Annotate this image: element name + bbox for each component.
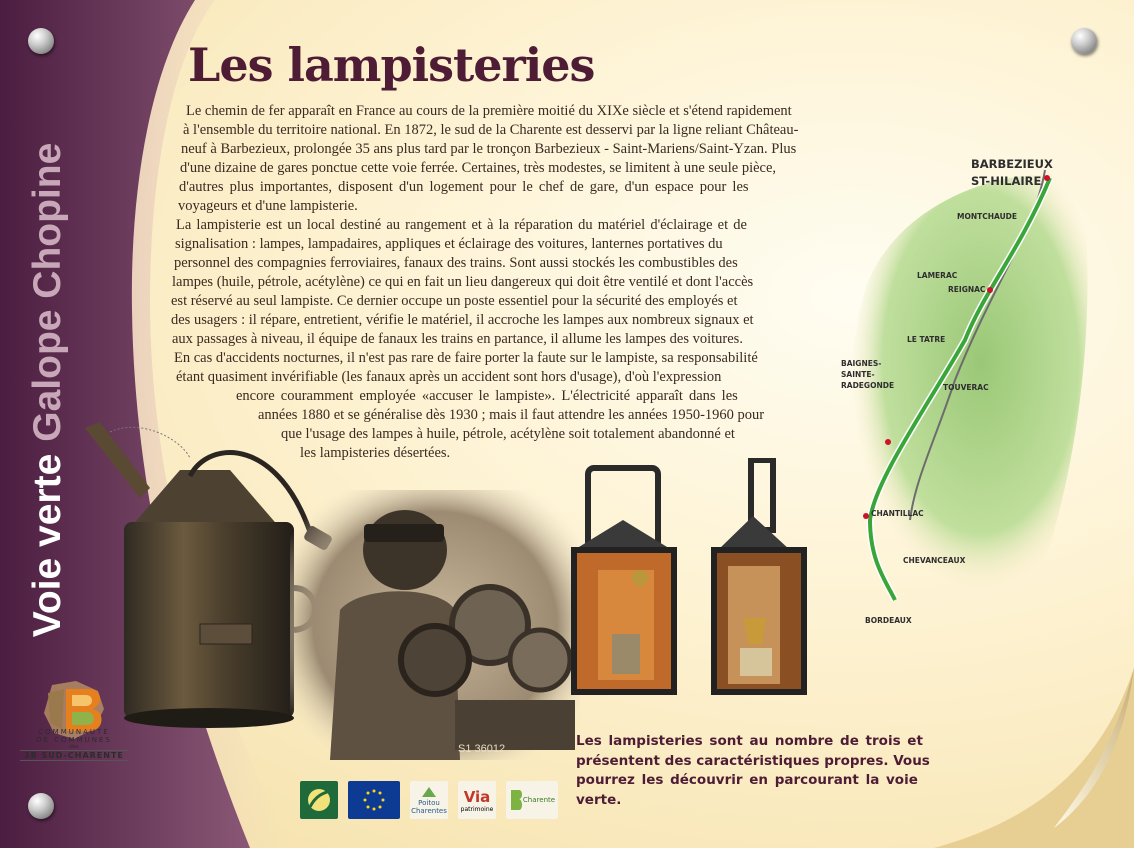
map-label-reignac: REIGNAC [948,285,986,294]
page-title: Les lampisteries [188,38,595,92]
map-label-lamerac: LAMERAC [917,271,958,280]
charente-text: Charente [522,796,556,804]
poitou-charentes-logo-icon [410,781,448,819]
body-line: étant quasiment invérifiable (les fanaux après un accident sont hors d'usage), d'où l'expression [176,369,722,385]
map-label-chevanceaux: CHEVANCEAUX [903,556,966,565]
body-text [170,102,870,463]
body-line: à l'ensemble du territoire national. En 1872, le sud de la Charente est desservi par la ligne reliant Château- [183,122,799,138]
logo-line4: 3B SUD-CHARENTE [20,750,128,761]
map-label-baignes: SAINTE- [841,370,875,379]
map-label-baignes: BAIGNES- [841,359,882,368]
map-label-bordeaux: BORDEAUX [865,616,912,625]
map-label-letatre: LE TATRE [907,335,946,344]
map-label-sthilaire: ST-HILAIRE [971,174,1042,188]
map-label-barbezieux: BARBEZIEUX [971,157,1053,171]
via-sub-text: patrimoine [460,805,494,813]
lanterns-photo [568,458,818,708]
via-patrimoine-logo-icon [458,781,496,819]
route-map [835,140,1105,640]
map-label-baignes: RADEGONDE [841,381,895,390]
body-line: En cas d'accidents nocturnes, il n'est pas rare de faire porter la faute sur le lampiste, sa responsabilité [174,350,758,366]
map-label-montchaude: MONTCHAUDE [957,212,1018,221]
caption-line: présentent des caractéristiques propres. Vous [576,752,930,769]
body-line: d'une dizaine de gares ponctue cette voie ferrée. Certaines, très modestes, se limitent à une seule pièce, [180,160,777,176]
body-line: des usagers : il répare, entretient, vérifie le matériel, il accroche les lampes aux nombreux signaux et [171,312,754,328]
body-line: lampes (huile, pétrole, acétylène) ce qui en fait un lieu dangereux qui doit être ventilé et dont l'accès [172,274,754,290]
screw-top-left [28,28,54,54]
body-line: signalisation : lampes, lampadaires, appliques et éclairage des voitures, lanternes portatives du [175,236,723,252]
map-label-chantillac: CHANTILLAC [871,509,924,518]
body-line: voyageurs et d'une lampisterie. [178,198,358,214]
vertical-title [8,90,88,690]
caption-line: Les lampisteries sont au nombre de trois et [576,733,923,749]
wagon-plate: S1 36012 [458,743,506,755]
body-line: La lampisterie est un local destiné au rangement et à la réparation du matériel d'éclairage et de [176,217,747,233]
partner-logos [300,778,558,822]
vertical-title-part1: Voie verte [26,453,69,638]
caption-line: verte. [576,791,622,808]
vertical-title-part2: Galope Chopine [26,142,69,442]
poitou-charentes-text: Poitou Charentes [411,799,447,815]
body-line: Le chemin de fer apparaît en France au cours de la première moitié du XIXe siècle et s'étend rapidement [186,103,792,119]
logo-line1: COMMUNAUTÉ [38,728,110,736]
eu-flag-icon [348,781,400,819]
screw-top-right [1071,28,1097,54]
body-line: aux passages à niveau, il équipe de fanaux les trains en partance, il allume les lampes des voitures. [172,331,743,347]
body-line: est réservé au seul lampiste. Ce dernier occupe un poste essentiel pour la sécurité des employés et [171,293,738,309]
body-line: les lampisteries désertées. [300,445,451,461]
screw-bottom-left [28,793,54,819]
map-label-touverac: TOUVERAC [943,383,989,392]
body-line: personnel des compagnies ferroviaires, fanaux des trains. Sont aussi stockés les combustibles des [174,255,738,271]
via-text: Via [463,787,491,806]
worker-photo [290,490,580,760]
caption [576,732,930,810]
leader-logo-icon [300,781,338,819]
body-line: encore couramment employée «accuser le lampiste». L'électricité apparaît dans les [236,388,738,404]
body-line: neuf à Barbezieux, prolongée 35 ans plus tard par le tronçon Barbezieux - Saint-Mariens/Saint-Yzan. Plus [181,141,797,157]
logo-line2: DE COMMUNES [36,736,112,744]
body-line: d'autres plus importantes, disposent d'un logement pour le chef de gare, d'un espace pour les [179,179,749,195]
charente-logo-icon [506,781,558,819]
logo-line3: des [69,744,79,750]
caption-line: pourrez les découvrir en parcourant la voie [576,772,918,788]
body-line: années 1880 et se généralise dès 1930 ; mais il faut attendre les années 1950-1960 pour [258,407,765,423]
body-line: que l'usage des lampes à huile, pétrole, acétylène soit totalement abandonné et [281,426,735,442]
